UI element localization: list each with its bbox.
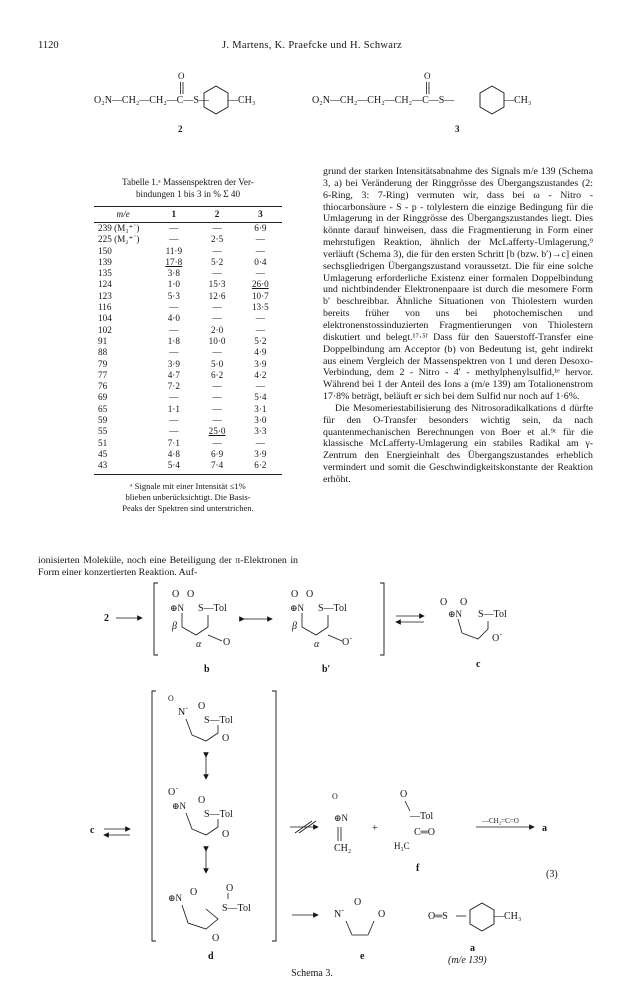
mz-a: (m/e 139)	[448, 955, 487, 966]
svg-text:—CH₃: —CH₃	[494, 911, 522, 922]
table-cell-me: 139	[98, 256, 112, 267]
table-cell-value: 6·2	[210, 369, 224, 380]
table-row	[94, 404, 282, 415]
table-row	[94, 392, 282, 403]
structure-a	[428, 903, 521, 966]
svg-text:O˙: O˙	[168, 787, 179, 798]
table-cell-value: 7·4	[195, 460, 238, 474]
label-b-prime: b′	[322, 664, 331, 675]
table-cell-value: 1·1	[167, 403, 180, 414]
structure-b	[170, 589, 230, 675]
table-cell-me: 51	[98, 437, 108, 448]
table-row	[94, 415, 282, 426]
svg-text:O: O	[291, 589, 299, 600]
table-row	[94, 449, 282, 460]
svg-text:⊕N: ⊕N	[170, 603, 185, 613]
table-cell-me: 43	[94, 460, 152, 474]
table-cell-value: 4·8	[167, 448, 180, 459]
table-row	[94, 313, 282, 324]
table-cell-value: 15·3	[208, 279, 226, 290]
table-row	[94, 268, 282, 279]
table-cell-value: —	[212, 302, 222, 313]
table-cell-value: 25·0	[208, 426, 226, 437]
table-cell-value: —	[169, 392, 179, 403]
header-me: m/e	[94, 207, 152, 223]
table-footnote-line: Peaks der Spektren sind unterstrichen.	[122, 502, 254, 513]
label-d: d	[208, 951, 214, 962]
table-cell-me: 65	[98, 403, 108, 414]
svg-text:O: O	[226, 883, 234, 894]
right-column-text	[323, 166, 593, 486]
svg-text:⊕N: ⊕N	[168, 893, 183, 903]
schema-title: Schema 3.	[291, 968, 333, 979]
table-cell-value: 3·9	[254, 448, 267, 459]
table-cell-me: 239 (M₃⁺˙)	[98, 223, 140, 233]
svg-text:O: O	[168, 694, 174, 703]
table-cell-me: 88	[98, 347, 108, 358]
compound-2-formula: O₂N—CH₂—CH₂—C—S—	[94, 95, 209, 106]
table-cell-value: 3·3	[254, 426, 267, 437]
table-row	[94, 279, 282, 290]
table-row	[94, 257, 282, 268]
plus-sign: +	[372, 823, 378, 834]
table-cell-value: 4·2	[254, 369, 267, 380]
table-row	[94, 336, 282, 347]
table-cell-value: 10·0	[208, 335, 226, 346]
svg-text:β: β	[292, 621, 297, 632]
tolyl-ring-icon	[470, 903, 494, 931]
table-cell-value: 5·0	[210, 358, 224, 369]
header-2: 2	[195, 207, 238, 223]
table-cell-value: 10·7	[251, 290, 269, 301]
table-cell-value: 6·9	[210, 448, 224, 459]
table-row	[94, 223, 282, 235]
svg-text:α: α	[314, 639, 320, 650]
paragraph: grund der starken Intensitätsabnahme des Signals m/e 139 (Schema 3, a) bei Veränderung der Ringgrösse des Übergangszustandes (2: 6-Ring, 3: 7-Ring) vermuten wir, dass bei ω - Nitro - thiocarbonsäure - S - p - tolylestern die einzige Bedingung für die Umlagerung in der Ringgrösse des Übergangszustandes liegt. Dies könnte darauf hinweisen, dass die Fragmentierung in Form einer mehrstufigen Reaktion, ähnlich der McLafferty-Umlagerung,⁹ verläuft (Schema 3), die für den ersten Schritt [b (bzw. b′)→c] einen sechsgliedrigen Übergangszustand voraussetzt. Die für eine solche Umlagerung erforderliche Existenz einer formalen Doppelbindung und nichtbindender Elektronenpaare ist durch die mesomere Form b′ beschreibbar. Ähnliche Situationen von Thiolestern wurden bereits früher von uns bei photochemischen und elektronenstossinduzierten Fragmentierungen von Thiolestern diskutiert und belegt.¹⁷·⁵ᶠ Dass für den Sauerstoff-Transfer eine Doppelbindung am Acceptor (b) von Bedeutung ist, geht indirekt aus einem Vergleich der Massenspektren von 1 und deren Desoxo-Verbindung, dem 2 - Nitro - 4′ - methylphenylsulfid,¹ᵉ hervor. Während bei 1 der Anteil des Ions a (m/e 139) am Totalionenstrom 17·8% beträgt, beläuft er sich bei dem Sulfid nur noch auf 1·6%.	[323, 166, 593, 403]
table-cell-value: 3·9	[167, 358, 180, 369]
svg-text:S—Tol: S—Tol	[478, 609, 507, 620]
table-cell-value: 12·6	[208, 290, 226, 301]
svg-text:⊕N: ⊕N	[172, 801, 187, 811]
table-cell-value: —	[169, 302, 179, 313]
page-number: 1120	[38, 40, 59, 51]
compound-2-carbonyl-o: O	[178, 71, 185, 81]
table-cell-value: 7·1	[167, 437, 180, 448]
svg-text:O: O	[190, 887, 198, 898]
table-cell-value: —	[212, 415, 222, 426]
table-cell-value: 6·2	[239, 460, 282, 474]
table-row	[94, 370, 282, 381]
table-cell-value: —	[212, 347, 222, 358]
paragraph: Die Mesomeriestabilisierung des Nitrosoradikalkations d dürfte für den O-Transfer besonders wichtig sein, da nach quantenmechanischen Berechnungen von Boer et al.⁹ᶜ für die klassische McLafferty-Umlagerung ein stabiles Radikal am γ-Zentrum den Energieinhalt des Übergangszustandes erheblich vermindert und somit die Geschwindigkeitskonstante der Reaktion erhöht.	[323, 402, 593, 485]
table-row	[94, 438, 282, 449]
table-cell-me: 102	[98, 324, 112, 335]
elimination-label: —CH₂=C=O	[482, 817, 519, 825]
svg-text:O: O	[400, 789, 408, 800]
label-e: e	[360, 951, 365, 962]
svg-text:S—Tol: S—Tol	[204, 809, 233, 820]
svg-text:—Tol: —Tol	[410, 811, 434, 822]
table-cell-value: —	[255, 437, 265, 448]
structure-d	[168, 883, 251, 962]
left-bottom-text: ionisierten Moleküle, noch eine Beteiligung der π-Elektronen in Form einer konzertierten Reaktion. Auf-	[38, 555, 298, 578]
svg-text:O˙: O˙	[342, 637, 353, 648]
table-cell-value: 3·8	[167, 268, 180, 279]
svg-text:H₃C: H₃C	[394, 841, 410, 851]
table-cell-value: —	[255, 324, 265, 335]
schema-start-2: 2	[104, 613, 109, 624]
compound-3-formula: O₂N—CH₂—CH₂—CH₂—C—S—	[312, 95, 455, 106]
svg-text:O: O	[172, 589, 180, 600]
table-row	[94, 302, 282, 313]
table-row	[94, 234, 282, 245]
compound-3-suffix: —CH₃	[504, 95, 532, 106]
label-a-arrow: a	[542, 823, 547, 834]
svg-text:CH₂: CH₂	[334, 843, 352, 854]
table-cell-value: 4·7	[167, 369, 180, 380]
svg-text:O: O	[354, 897, 362, 908]
svg-text:S—Tol: S—Tol	[222, 903, 251, 914]
table-cell-value: —	[212, 381, 222, 392]
svg-text:N˙: N˙	[178, 707, 189, 718]
table-cell-me: 116	[98, 302, 112, 313]
table-cell-value: 11·9	[165, 245, 183, 256]
table-cell-me: 91	[98, 335, 108, 346]
svg-text:O: O	[198, 795, 206, 806]
table-cell-me: 225 (M₂⁺˙)	[98, 234, 140, 245]
svg-text:O: O	[378, 909, 386, 920]
table-cell-me: 150	[98, 245, 112, 256]
svg-text:O: O	[212, 933, 220, 944]
compound-3-label: 3	[455, 124, 460, 134]
table-cell-value: 4·0	[167, 313, 180, 324]
svg-text:O: O	[198, 701, 206, 712]
table-cell-me: 104	[98, 313, 112, 324]
svg-text:α: α	[196, 639, 202, 650]
table-cell-value: —	[169, 347, 179, 358]
table-cell-value: 1·0	[167, 279, 180, 290]
table-footnote-line: blieben unberücksichtigt. Die Basis-	[125, 491, 251, 502]
table-cell-value: 5·3	[167, 290, 180, 301]
schema-3	[0, 575, 624, 967]
table-cell-value: —	[212, 268, 222, 279]
table-cell-value: 2·5	[210, 234, 224, 245]
table-cell-me: 77	[98, 369, 108, 380]
svg-text:S—Tol: S—Tol	[204, 715, 233, 726]
header-3: 3	[239, 207, 282, 223]
table-row	[94, 325, 282, 336]
svg-text:S—Tol: S—Tol	[198, 603, 227, 614]
label-b: b	[204, 664, 210, 675]
header-1: 1	[152, 207, 195, 223]
svg-text:β: β	[172, 621, 177, 632]
equation-number: (3)	[546, 869, 558, 880]
table-caption-line: bindungen 1 bis 3 in % Σ 40	[135, 188, 241, 199]
compound-2-suffix: —CH₃	[228, 95, 256, 106]
structure-c	[440, 597, 507, 670]
svg-text:⊕N: ⊕N	[448, 609, 463, 619]
svg-text:O: O	[460, 597, 468, 608]
compound-3-ring-icon	[480, 86, 504, 114]
table-cell-value: 3·9	[254, 358, 267, 369]
table-cell-value: —	[169, 426, 179, 437]
table-cell-value: —	[255, 313, 265, 324]
table-cell-value: 17·8	[165, 256, 183, 267]
table-cell-me: 69	[98, 392, 108, 403]
svg-text:O: O	[440, 597, 448, 608]
table-cell-me: 135	[98, 268, 112, 279]
table-cell-value: 5·2	[210, 256, 224, 267]
label-a: a	[470, 943, 475, 954]
structure-f	[394, 789, 435, 874]
table-row	[94, 460, 282, 474]
table-cell-value: 2·0	[210, 324, 224, 335]
table-row	[94, 246, 282, 257]
table-cell-value: —	[212, 403, 222, 414]
svg-text:O: O	[306, 589, 314, 600]
table-cell-me: 79	[98, 358, 108, 369]
table-caption-line: Tabelle 1.ᵃ Massenspektren der Ver-	[122, 177, 254, 187]
table-cell-value: —	[212, 392, 222, 403]
table-cell-value: —	[255, 381, 265, 392]
table-cell-me: 123	[98, 290, 112, 301]
svg-text:O: O	[222, 733, 230, 744]
table-cell-me: 45	[98, 448, 108, 459]
label-c: c	[476, 659, 481, 670]
table-row	[94, 347, 282, 358]
table-caption	[94, 177, 282, 200]
svg-text:C═O: C═O	[414, 827, 435, 838]
svg-text:N˙: N˙	[334, 909, 345, 920]
table-row	[94, 291, 282, 302]
table-cell-me: 55	[98, 426, 108, 437]
table-row	[94, 359, 282, 370]
table-cell-value: 7·2	[167, 381, 180, 392]
svg-text:S—Tol: S—Tol	[318, 603, 347, 614]
structures-top	[0, 70, 624, 150]
table-body	[94, 206, 282, 475]
table-cell-value: —	[212, 437, 222, 448]
table-cell-me: 59	[98, 415, 108, 426]
svg-text:⊕N: ⊕N	[290, 603, 305, 613]
table-cell-value: —	[212, 245, 222, 256]
table-cell-value: —	[255, 245, 265, 256]
table-cell-value: 26·0	[251, 279, 269, 290]
table-cell-value: —	[255, 268, 265, 279]
structure-bracket-middle	[168, 787, 233, 840]
table-cell-value: 1·8	[167, 335, 180, 346]
svg-text:O: O	[222, 829, 230, 840]
table-cell-value: —	[212, 223, 222, 233]
table-row	[94, 426, 282, 437]
compound-2-label: 2	[178, 124, 183, 134]
table-footnote-line: ᵃ Signale mit einer Intensität ≤1%	[130, 480, 246, 491]
table-cell-value: —	[255, 234, 265, 245]
table-cell-value: —	[212, 313, 222, 324]
running-head: J. Martens, K. Praefcke und H. Schwarz	[222, 40, 402, 51]
table-cell-value: 3·0	[254, 415, 267, 426]
table-cell-value: 13·5	[251, 302, 269, 313]
table-cell-value: 0·4	[254, 256, 267, 267]
svg-text:O: O	[187, 589, 195, 600]
svg-text:O˙: O˙	[492, 633, 503, 644]
svg-text:O═S: O═S	[428, 911, 448, 922]
svg-text:O: O	[223, 637, 231, 648]
table-cell-value: 4·9	[254, 347, 267, 358]
table-footnote	[94, 481, 282, 514]
svg-text:O: O	[332, 792, 338, 801]
label-c-left: c	[90, 825, 95, 836]
table-cell-value: 5·4	[254, 392, 267, 403]
structure-e	[334, 897, 385, 962]
table-cell-me: 124	[98, 279, 112, 290]
table-cell-value: 5·4	[152, 460, 195, 474]
mass-spectra-table	[94, 177, 282, 514]
table-cell-value: 6·9	[254, 223, 267, 233]
compound-3-carbonyl-o: O	[424, 71, 431, 81]
table-row	[94, 381, 282, 392]
table-cell-value: 3·1	[254, 403, 267, 414]
svg-text:⊕N: ⊕N	[334, 813, 349, 823]
structure-b-prime	[290, 589, 353, 675]
table-cell-value: 5·2	[254, 335, 267, 346]
table-cell-value: —	[169, 223, 179, 233]
table-cell-me: 76	[98, 381, 108, 392]
table-cell-value: —	[169, 415, 179, 426]
table-cell-value: —	[169, 324, 179, 335]
table-cell-value: —	[169, 234, 179, 245]
structure-bracket-top	[168, 694, 233, 744]
label-f: f	[416, 863, 420, 874]
fragment-nitrone	[332, 792, 351, 854]
